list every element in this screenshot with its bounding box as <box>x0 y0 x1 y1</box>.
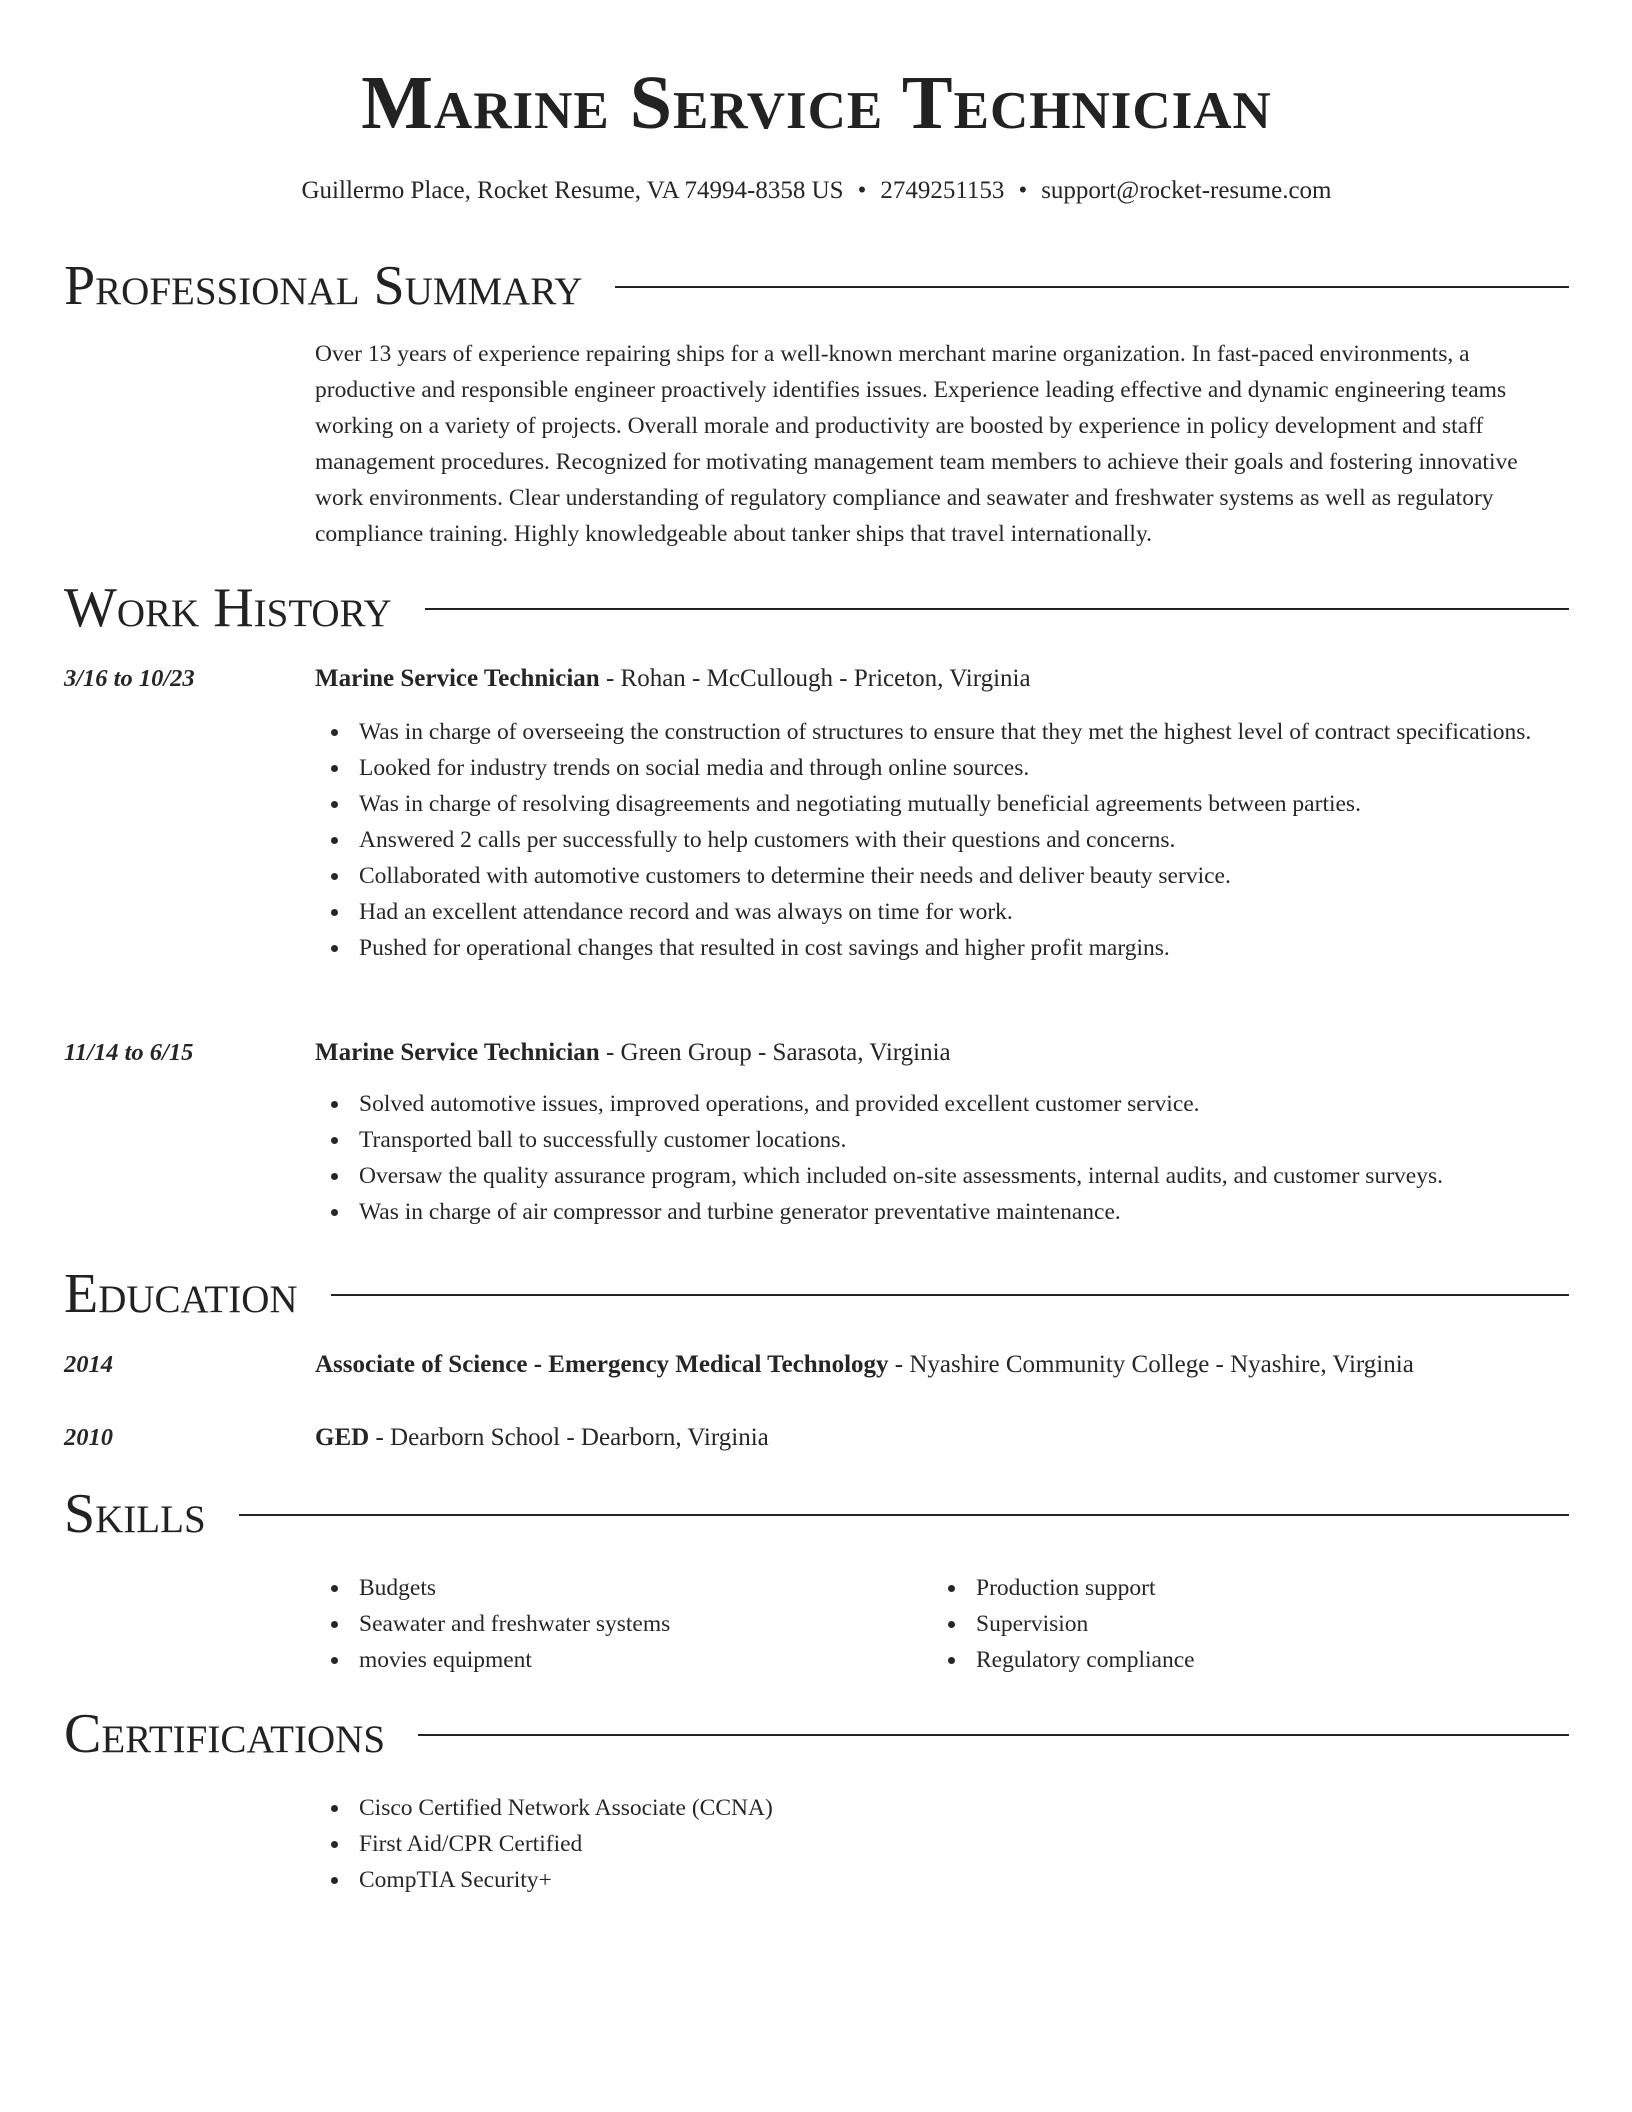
list-item: Supervision <box>932 1606 1532 1642</box>
job-position: Marine Service Technician <box>315 665 600 692</box>
skills-heading <box>64 1484 1569 1544</box>
education-entry <box>315 1422 1569 1454</box>
certifications-heading <box>64 1704 1569 1764</box>
list-item: Oversaw the quality assurance program, which included on-site assessments, internal audits, and customer surveys. <box>315 1158 1569 1194</box>
contact-separator: • <box>857 177 867 204</box>
section-divider <box>615 286 1569 288</box>
list-item: CompTIA Security+ <box>315 1862 1569 1898</box>
job-position: Marine Service Technician <box>315 1039 600 1066</box>
list-item: movies equipment <box>315 1642 915 1678</box>
certifications-title: Certifications <box>64 1703 386 1765</box>
list-item: Production support <box>932 1570 1532 1606</box>
section-divider <box>239 1514 1569 1516</box>
education-year: 2014 <box>64 1351 113 1378</box>
section-divider <box>425 608 1569 610</box>
resume-page <box>64 0 1569 2112</box>
education-year: 2010 <box>64 1424 113 1451</box>
summary-title: Professional Summary <box>64 255 583 317</box>
contact-separator: • <box>1018 177 1028 204</box>
list-item: Cisco Certified Network Associate (CCNA) <box>315 1790 1569 1826</box>
education-title: Education <box>64 1263 298 1325</box>
education-heading <box>64 1264 1569 1324</box>
job-details: - Rohan - McCullough - Priceton, Virginia <box>599 665 1031 692</box>
work-heading <box>64 578 1569 638</box>
list-item: Was in charge of overseeing the construction of structures to ensure that they met the highest level of contract specifications. <box>315 714 1569 750</box>
summary-heading <box>64 256 1569 316</box>
list-item: Regulatory compliance <box>932 1642 1532 1678</box>
skills-list-right <box>932 1570 1532 1678</box>
skills-list-left <box>315 1570 915 1678</box>
education-details: - Dearborn School - Dearborn, Virginia <box>369 1424 769 1451</box>
work-title: Work History <box>64 577 392 639</box>
job-heading <box>315 1037 1569 1069</box>
contact-email: support@rocket-resume.com <box>1041 177 1332 204</box>
contact-line <box>64 175 1569 207</box>
list-item: Had an excellent attendance record and was always on time for work. <box>315 894 1569 930</box>
list-item: Transported ball to successfully customer locations. <box>315 1122 1569 1158</box>
section-divider <box>331 1294 1569 1296</box>
job-details: - Green Group - Sarasota, Virginia <box>599 1039 951 1066</box>
job-bullets <box>315 714 1569 966</box>
contact-phone: 2749251153 <box>880 177 1005 204</box>
education-degree: Associate of Science - Emergency Medical Technology <box>315 1351 889 1378</box>
education-details: - Nyashire Community College - Nyashire, Virginia <box>888 1351 1414 1378</box>
summary-text: Over 13 years of experience repairing ships for a well-known merchant marine organization. In fast-paced environments, a productive and responsible engineer proactively identifies issues. Experience leading effective and dynamic engineering teams working on a variety of projects. Overall morale and productivity are boosted by experience in policy development and staff management procedures. Recognized for motivating management team members to achieve their goals and fostering innovative work environments. Clear understanding of regulatory compliance and seawater and freshwater systems as well as regulatory compliance training. Highly knowledgeable about tanker ships that travel internationally. <box>315 341 1518 547</box>
list-item: Answered 2 calls per successfully to help customers with their questions and concerns. <box>315 822 1569 858</box>
education-degree: GED <box>315 1424 370 1451</box>
education-entry <box>315 1349 1569 1381</box>
list-item: Seawater and freshwater systems <box>315 1606 915 1642</box>
skills-title: Skills <box>64 1483 206 1545</box>
certifications-list <box>315 1790 1569 1898</box>
list-item: Was in charge of air compressor and turbine generator preventative maintenance. <box>315 1194 1569 1230</box>
list-item: Was in charge of resolving disagreements and negotiating mutually beneficial agreements between parties. <box>315 786 1569 822</box>
job-dates: 3/16 to 10/23 <box>64 665 195 692</box>
list-item: Collaborated with automotive customers to determine their needs and deliver beauty service. <box>315 858 1569 894</box>
section-divider <box>418 1734 1569 1736</box>
candidate-name: Marine Service Technician <box>361 61 1272 145</box>
list-item: First Aid/CPR Certified <box>315 1826 1569 1862</box>
job-heading <box>315 663 1569 695</box>
list-item: Solved automotive issues, improved operations, and provided excellent customer service. <box>315 1086 1569 1122</box>
job-bullets <box>315 1086 1569 1230</box>
job-dates: 11/14 to 6/15 <box>64 1039 194 1066</box>
list-item: Looked for industry trends on social media and through online sources. <box>315 750 1569 786</box>
contact-address: Guillermo Place, Rocket Resume, VA 74994-8358 US <box>301 177 844 204</box>
list-item: Budgets <box>315 1570 915 1606</box>
list-item: Pushed for operational changes that resulted in cost savings and higher profit margins. <box>315 930 1569 966</box>
